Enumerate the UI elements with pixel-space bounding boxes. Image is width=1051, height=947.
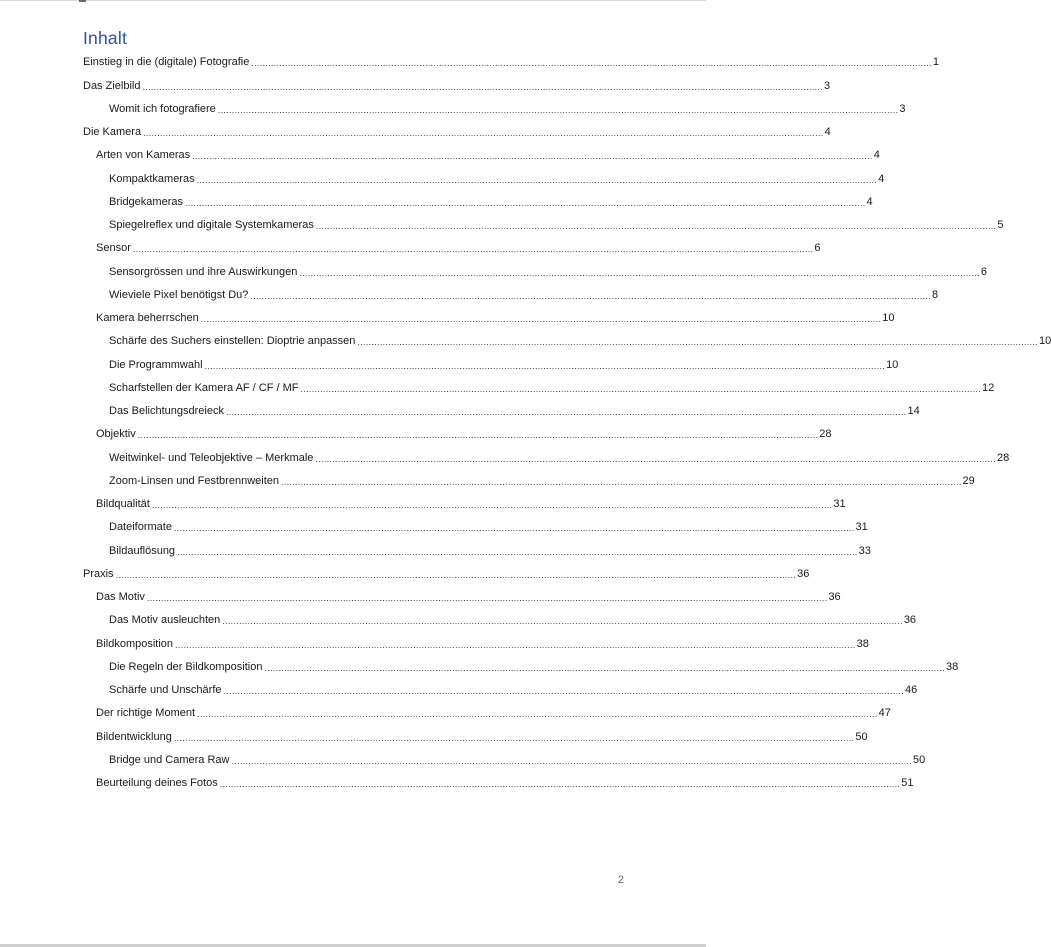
toc-entry-page[interactable]: 12: [982, 381, 995, 394]
toc-entry-page[interactable]: 28: [819, 428, 832, 441]
toc-entry[interactable]: [83, 747, 926, 770]
toc-dot-leader: ...................................................................................................................................................................................................................................................: [231, 755, 912, 766]
toc-entry-title[interactable]: Kamera beherrschen: [96, 312, 199, 324]
toc-entry[interactable]: [83, 235, 821, 258]
toc-entry-page[interactable]: 10: [1038, 335, 1051, 348]
toc-dot-leader: ...................................................................................................................................................................................................................................................: [280, 476, 962, 487]
toc-entry[interactable]: [83, 677, 918, 700]
toc-entry[interactable]: [83, 607, 917, 630]
toc-entry[interactable]: [83, 491, 846, 514]
toc-entry-page[interactable]: 14: [907, 405, 920, 417]
page-top-edge: [0, 0, 706, 1]
toc-entry-title[interactable]: Womit ich fotografiere: [109, 102, 216, 115]
toc-entry-page[interactable]: 3: [824, 79, 831, 92]
toc-entry-title[interactable]: Spiegelreflex und digitale Systemkameras: [109, 219, 314, 231]
toc-entry-title[interactable]: Schärfe und Unschärfe: [109, 684, 222, 696]
toc-entry-title[interactable]: Beurteilung deines Fotos: [96, 777, 218, 789]
toc-entry-page[interactable]: 33: [858, 544, 871, 557]
toc-entry[interactable]: [83, 328, 1051, 351]
toc-dot-leader: ...................................................................................................................................................................................................................................................: [250, 290, 931, 301]
toc-entry-title[interactable]: Objektiv: [96, 428, 136, 441]
toc-entry-title[interactable]: Bridge und Camera Raw: [109, 753, 230, 766]
toc-dot-leader: ...................................................................................................................................................................................................................................................: [219, 779, 901, 789]
page-corner-mark: [79, 0, 86, 2]
page-number: 2: [617, 874, 624, 886]
toc-entry-page[interactable]: 47: [878, 707, 891, 720]
toc-dot-leader: ...................................................................................................................................................................................................................................................: [225, 407, 907, 417]
toc-dot-leader: ...................................................................................................................................................................................................................................................: [217, 104, 899, 115]
toc-entry[interactable]: [83, 165, 885, 188]
toc-entry[interactable]: [83, 537, 871, 560]
toc-dot-leader: ...................................................................................................................................................................................................................................................: [192, 151, 873, 162]
toc-entry-page[interactable]: 29: [962, 474, 975, 487]
toc-entry-page[interactable]: 50: [912, 753, 926, 766]
toc-entry-page[interactable]: 36: [828, 591, 841, 603]
toc-entry[interactable]: [83, 282, 939, 305]
toc-dot-leader: ...................................................................................................................................................................................................................................................: [151, 500, 833, 510]
toc-dot-leader: ...................................................................................................................................................................................................................................................: [115, 569, 797, 580]
toc-entry[interactable]: [83, 305, 895, 328]
toc-entry-page[interactable]: 3: [899, 102, 906, 115]
toc-entry-title[interactable]: Bildentwicklung: [96, 730, 172, 743]
toc-dot-leader: ...................................................................................................................................................................................................................................................: [204, 360, 886, 371]
toc-dot-leader: ...................................................................................................................................................................................................................................................: [184, 197, 866, 208]
toc-entry[interactable]: [83, 700, 891, 723]
toc-entry-title[interactable]: Scharfstellen der Kamera AF / CF / MF: [109, 381, 299, 394]
toc-entry[interactable]: [83, 398, 920, 421]
toc-entry[interactable]: [83, 514, 868, 537]
toc-entry-page[interactable]: 4: [824, 126, 831, 138]
toc-dot-leader: ...................................................................................................................................................................................................................................................: [197, 709, 878, 720]
toc-entry[interactable]: [83, 723, 868, 746]
toc-entry[interactable]: [83, 49, 939, 72]
toc-entry[interactable]: [83, 375, 995, 398]
toc-entry-page[interactable]: 36: [903, 614, 917, 627]
toc-dot-leader: ...................................................................................................................................................................................................................................................: [264, 662, 945, 673]
toc-entry[interactable]: [83, 258, 987, 281]
toc-entry-page[interactable]: 31: [855, 521, 868, 534]
toc-entry-page[interactable]: 10: [886, 358, 899, 371]
toc-entry-title[interactable]: Schärfe des Suchers einstellen: Dioptrie anpassen: [109, 335, 356, 348]
toc-dot-leader: ...................................................................................................................................................................................................................................................: [173, 732, 855, 743]
toc-entry[interactable]: [83, 630, 869, 653]
toc-entry-page[interactable]: 51: [901, 777, 914, 789]
toc-entry-title[interactable]: Das Motiv ausleuchten: [109, 614, 221, 627]
toc-entry-page[interactable]: 36: [797, 567, 810, 580]
toc-entry-page[interactable]: 4: [878, 172, 885, 185]
toc-entry-title[interactable]: Dateiformate: [109, 521, 172, 534]
toc-entry[interactable]: [83, 351, 899, 374]
toc-dot-leader: ...................................................................................................................................................................................................................................................: [299, 267, 980, 278]
toc-entry-title[interactable]: Sensor: [96, 242, 131, 255]
toc-entry[interactable]: [83, 96, 906, 119]
toc-entry[interactable]: [83, 468, 975, 491]
toc-entry[interactable]: [83, 72, 831, 95]
toc-title: Inhalt: [83, 28, 128, 48]
toc-entry-page[interactable]: 6: [980, 265, 987, 278]
toc-entry-page[interactable]: 46: [905, 684, 918, 696]
toc-dot-leader: ...................................................................................................................................................................................................................................................: [357, 337, 1038, 348]
toc-entry[interactable]: [83, 142, 880, 165]
toc-entry-title[interactable]: Kompaktkameras: [109, 172, 195, 185]
toc-dot-leader: ...................................................................................................................................................................................................................................................: [137, 430, 819, 441]
toc-entry-title[interactable]: Einstieg in die (digitale) Fotografie: [83, 56, 250, 69]
toc-entry-title[interactable]: Praxis: [83, 567, 114, 580]
toc-dot-leader: ...................................................................................................................................................................................................................................................: [132, 244, 814, 255]
toc-entry-page[interactable]: 10: [882, 312, 895, 324]
toc-entry-page[interactable]: 8: [931, 288, 939, 301]
toc-entry[interactable]: [83, 189, 873, 212]
toc-entry-title[interactable]: Die Kamera: [83, 126, 142, 138]
toc-entry-title[interactable]: Wieviele Pixel benötigst Du?: [109, 288, 249, 301]
toc-entry-title[interactable]: Das Motiv: [96, 591, 145, 603]
toc-entry-title[interactable]: Zoom-Linsen und Festbrennweiten: [109, 474, 279, 487]
toc-entry-title[interactable]: Das Zielbild: [83, 79, 141, 92]
toc-entry-title[interactable]: Das Belichtungsdreieck: [109, 405, 224, 417]
toc-entry-title[interactable]: Bildqualität: [96, 498, 150, 510]
toc-dot-leader: ...................................................................................................................................................................................................................................................: [146, 593, 828, 603]
table-of-contents: [83, 49, 1051, 793]
toc-dot-leader: ...................................................................................................................................................................................................................................................: [315, 221, 997, 231]
toc-entry[interactable]: [83, 444, 1010, 467]
toc-entry-page[interactable]: 4: [873, 149, 880, 162]
toc-entry-title[interactable]: Die Programmwahl: [109, 358, 203, 371]
toc-entry-page[interactable]: 38: [856, 637, 869, 650]
toc-entry-page[interactable]: 38: [946, 660, 959, 673]
toc-entry-title[interactable]: Arten von Kameras: [96, 149, 191, 162]
toc-entry-title[interactable]: Bildauflösung: [109, 544, 176, 557]
toc-entry-page[interactable]: 1: [932, 56, 939, 69]
toc-entry[interactable]: [83, 770, 914, 793]
toc-dot-leader: ...................................................................................................................................................................................................................................................: [142, 81, 823, 92]
toc-entry-title[interactable]: Weitwinkel- und Teleobjektive – Merkmale: [109, 451, 314, 464]
toc-entry-page[interactable]: 28: [996, 451, 1010, 464]
toc-dot-leader: ...................................................................................................................................................................................................................................................: [315, 453, 996, 464]
toc-entry[interactable]: [83, 561, 810, 584]
toc-entry[interactable]: [83, 654, 959, 677]
toc-dot-leader: ...................................................................................................................................................................................................................................................: [196, 174, 878, 185]
toc-entry-page[interactable]: 5: [997, 219, 1004, 231]
toc-dot-leader: ...................................................................................................................................................................................................................................................: [177, 546, 858, 557]
toc-entry-page[interactable]: 50: [855, 730, 868, 743]
toc-dot-leader: ...................................................................................................................................................................................................................................................: [251, 58, 932, 69]
toc-entry-title[interactable]: Die Regeln der Bildkomposition: [109, 660, 263, 673]
toc-entry-title[interactable]: Der richtige Moment: [96, 707, 196, 720]
toc-dot-leader: ...................................................................................................................................................................................................................................................: [175, 639, 856, 650]
toc-dot-leader: ...................................................................................................................................................................................................................................................: [143, 128, 824, 138]
toc-entry[interactable]: [83, 421, 832, 444]
toc-entry-title[interactable]: Sensorgrössen und ihre Auswirkungen: [109, 265, 298, 278]
toc-dot-leader: ...................................................................................................................................................................................................................................................: [223, 686, 905, 696]
toc-entry[interactable]: [83, 212, 1004, 235]
toc-entry-page[interactable]: 31: [833, 498, 846, 510]
toc-dot-leader: ...................................................................................................................................................................................................................................................: [173, 523, 855, 534]
toc-entry-page[interactable]: 6: [814, 242, 821, 255]
toc-entry[interactable]: [83, 584, 841, 607]
toc-entry-title[interactable]: Bridgekameras: [109, 195, 183, 208]
toc-entry-title[interactable]: Bildkomposition: [96, 637, 174, 650]
toc-dot-leader: ...................................................................................................................................................................................................................................................: [300, 383, 982, 394]
toc-dot-leader: ...................................................................................................................................................................................................................................................: [222, 616, 903, 627]
toc-dot-leader: ...................................................................................................................................................................................................................................................: [200, 314, 882, 324]
toc-entry[interactable]: [83, 119, 831, 142]
toc-entry-page[interactable]: 4: [866, 195, 873, 208]
